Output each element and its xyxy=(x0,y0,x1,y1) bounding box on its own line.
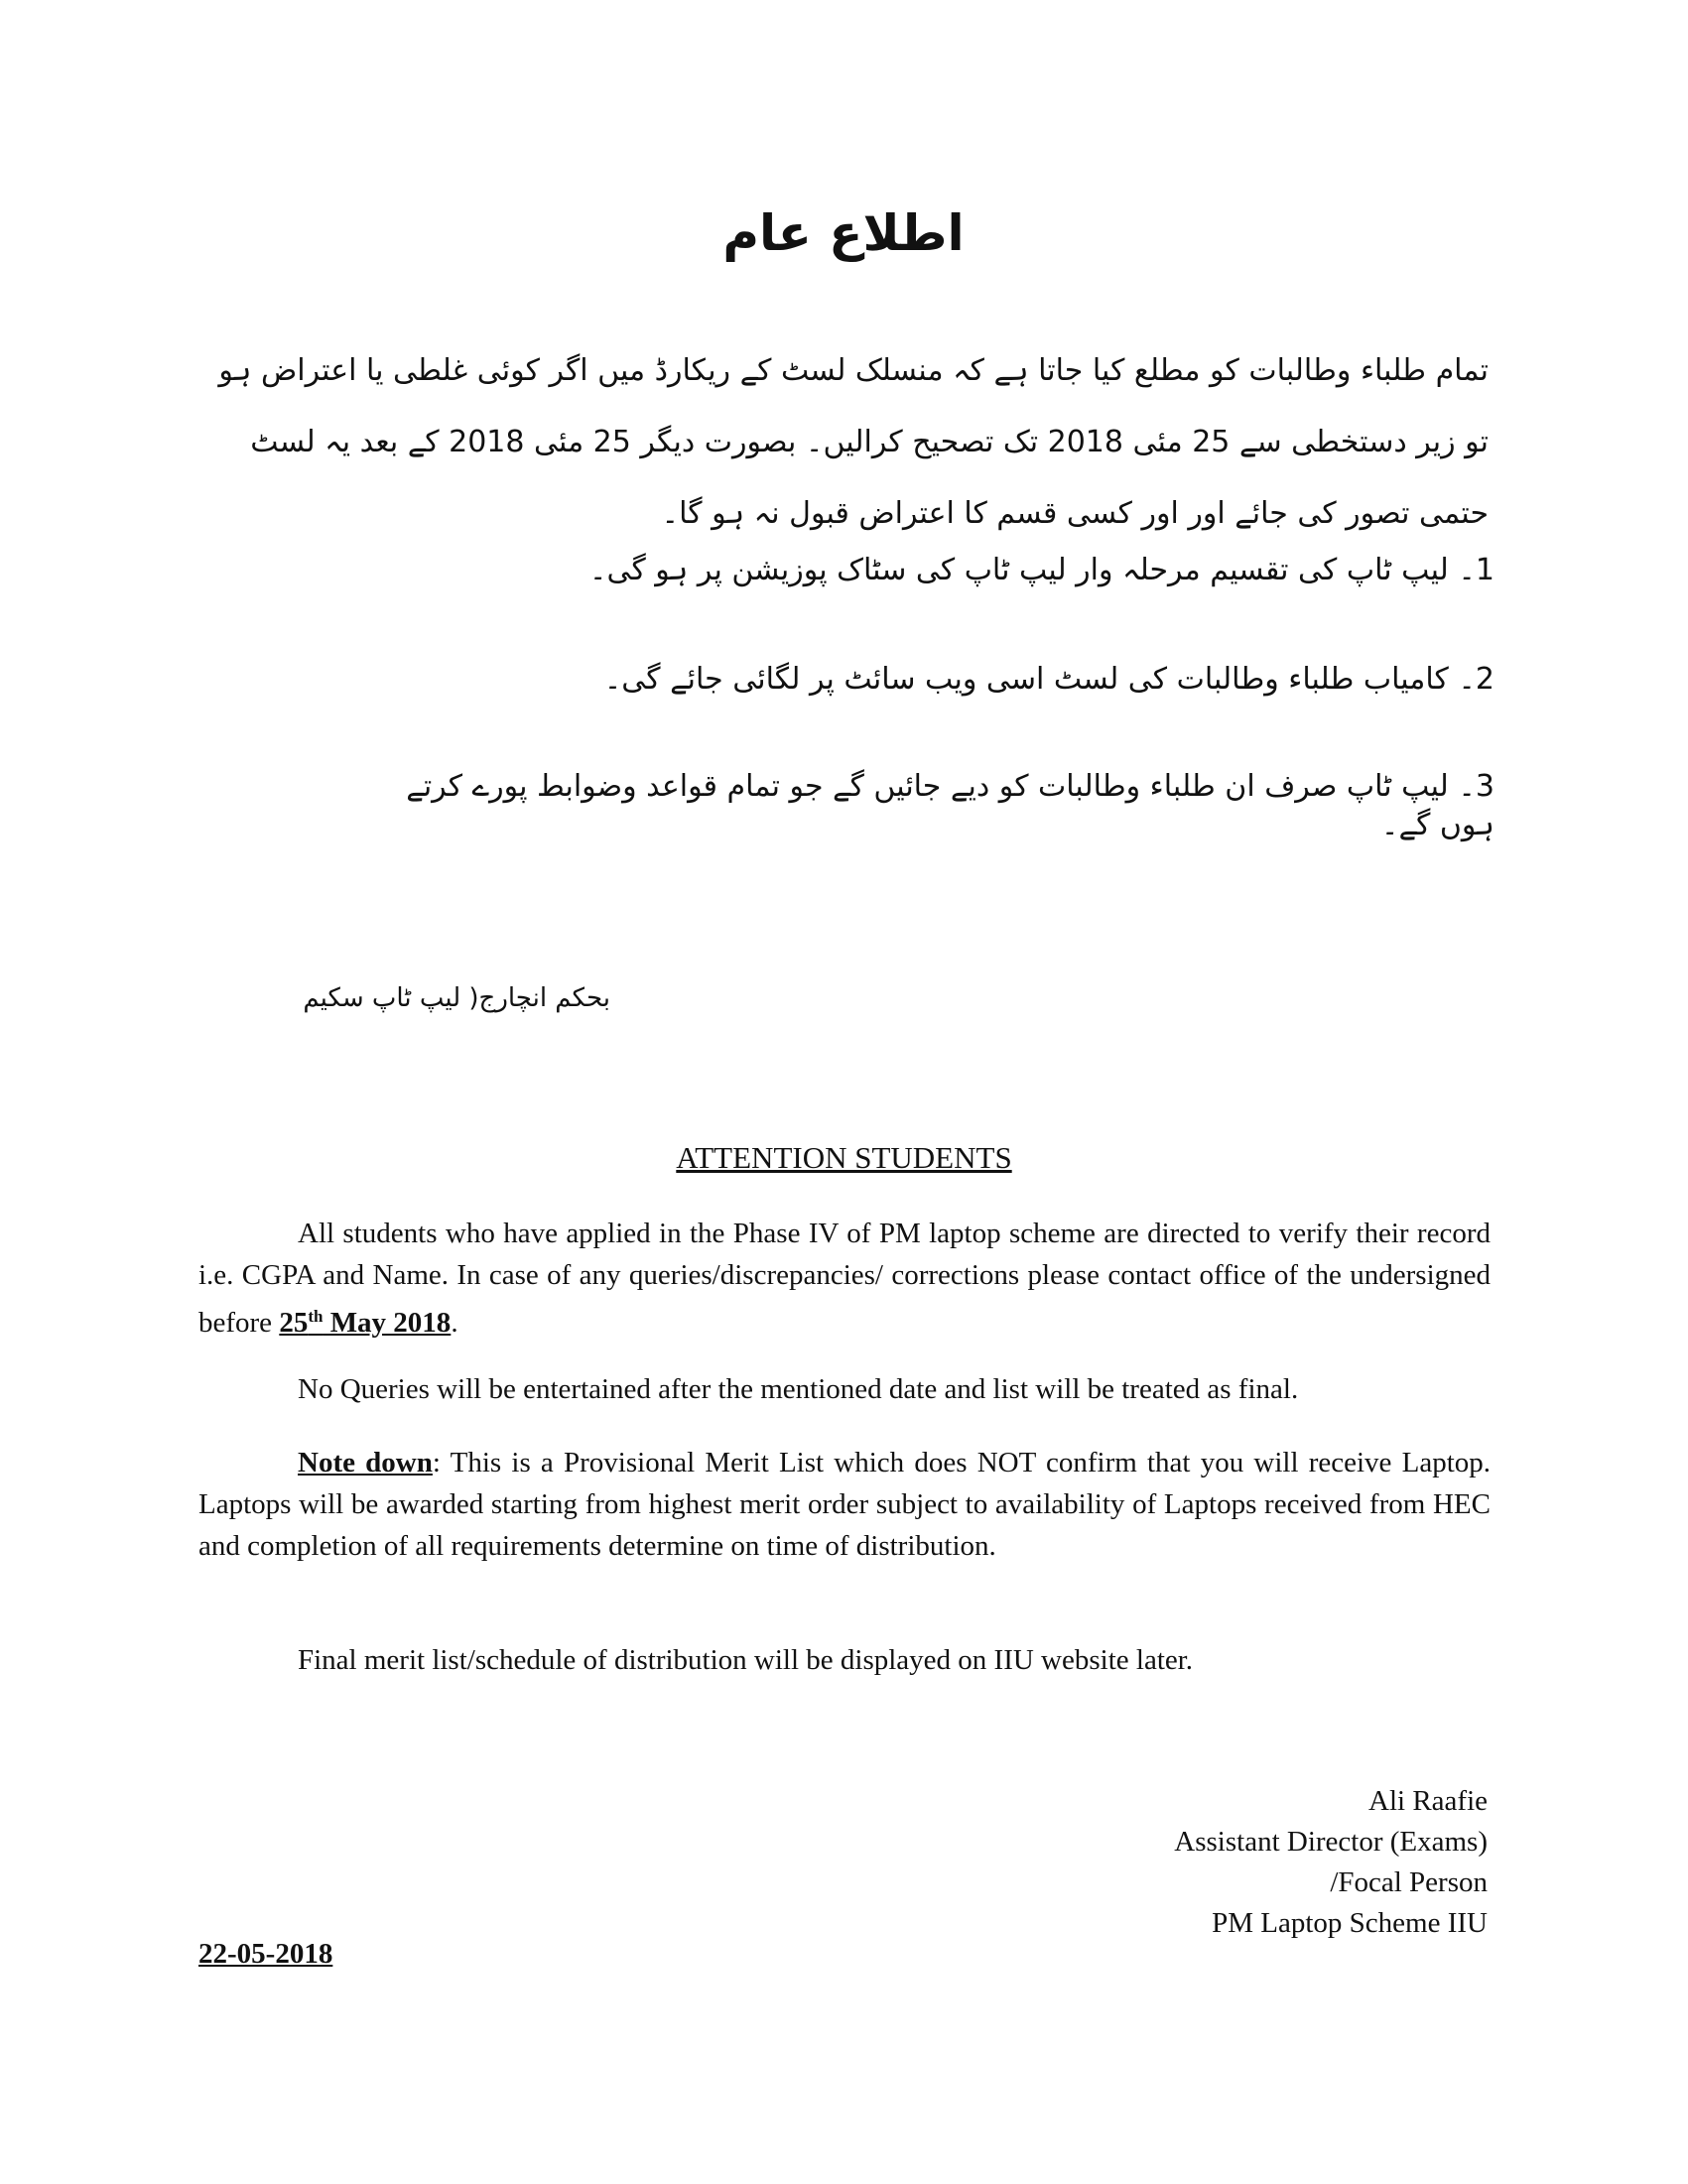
urdu-point-2: 2۔ کامیاب طلباء وطالبات کی لسٹ اسی ویب سائٹ پر لگائی جائے گی۔ xyxy=(603,662,1494,697)
urdu-point-3: 3۔ لیپ ٹاپ صرف ان طلباء وطالبات کو دیے جائیں گے جو تمام قواعد وضوابط پورے کرتے ہوں گے۔ xyxy=(406,769,1494,842)
english-paragraph-2 xyxy=(198,1368,1491,1410)
urdu-paragraph: تمام طلباء وطالبات کو مطلع کیا جاتا ہے کہ منسلک لسٹ کے ریکارڈ میں اگر کوئی غلطی یا اعتراض ہو تو زیر دستخطی سے 25 مئی 2018 تک تصحیح کرالیں۔ بصورت دیگر 25 مئی 2018 کے بعد یہ لسٹ حتمی تصور کی جائے اور اور کسی قسم کا اعتراض قبول نہ ہو گا۔ xyxy=(218,353,1489,531)
paragraph-2-text: No Queries will be entertained after the mentioned date and list will be treated as final. xyxy=(298,1373,1299,1405)
paragraph-4-text: Final merit list/schedule of distribution will be displayed on IIU website later. xyxy=(298,1644,1194,1676)
signoff-block xyxy=(892,1781,1488,1944)
paragraph-3-text: : This is a Provisional Merit List which does NOT confirm that you will receive Laptop. Laptops will be awarded starting from highest merit order subject to availability of Laptops received from HEC and completion of all requirements determine on time of distribution. xyxy=(198,1447,1492,1562)
english-paragraph-3 xyxy=(198,1442,1491,1567)
deadline-day-suffix: th xyxy=(308,1307,324,1326)
urdu-title: اطلاع عام xyxy=(722,204,965,262)
signoff-role: /Focal Person xyxy=(1330,1866,1488,1898)
urdu-point-1: 1۔ لیپ ٹاپ کی تقسیم مرحلہ وار لیپ ٹاپ کی سٹاک پوزیشن پر ہو گی۔ xyxy=(588,553,1494,587)
paragraph-1-text: All students who have applied in the Phase IV of PM laptop scheme are directed to verify their record i.e. CGPA and Name. In case of any queries/discrepancies/ corrections please contact office of the undersigned before xyxy=(198,1218,1491,1339)
note-down-label: Note down xyxy=(298,1447,433,1478)
signoff-scheme: PM Laptop Scheme IIU xyxy=(1212,1907,1488,1939)
notice-date: 22-05-2018 xyxy=(198,1938,333,1970)
paragraph-1-end: . xyxy=(451,1307,458,1339)
deadline-month-year: May 2018 xyxy=(323,1307,452,1339)
urdu-signature: بحکم انچارج( لیپ ٹاپ سکیم xyxy=(303,983,610,1013)
signoff-title: Assistant Director (Exams) xyxy=(1174,1826,1488,1858)
english-paragraph-1 xyxy=(198,1213,1491,1344)
deadline-date xyxy=(279,1307,451,1339)
english-paragraph-4 xyxy=(198,1639,1491,1681)
signoff-name: Ali Raafie xyxy=(1368,1785,1488,1817)
english-heading: ATTENTION STUDENTS xyxy=(676,1140,1012,1175)
deadline-day: 25 xyxy=(279,1307,309,1339)
